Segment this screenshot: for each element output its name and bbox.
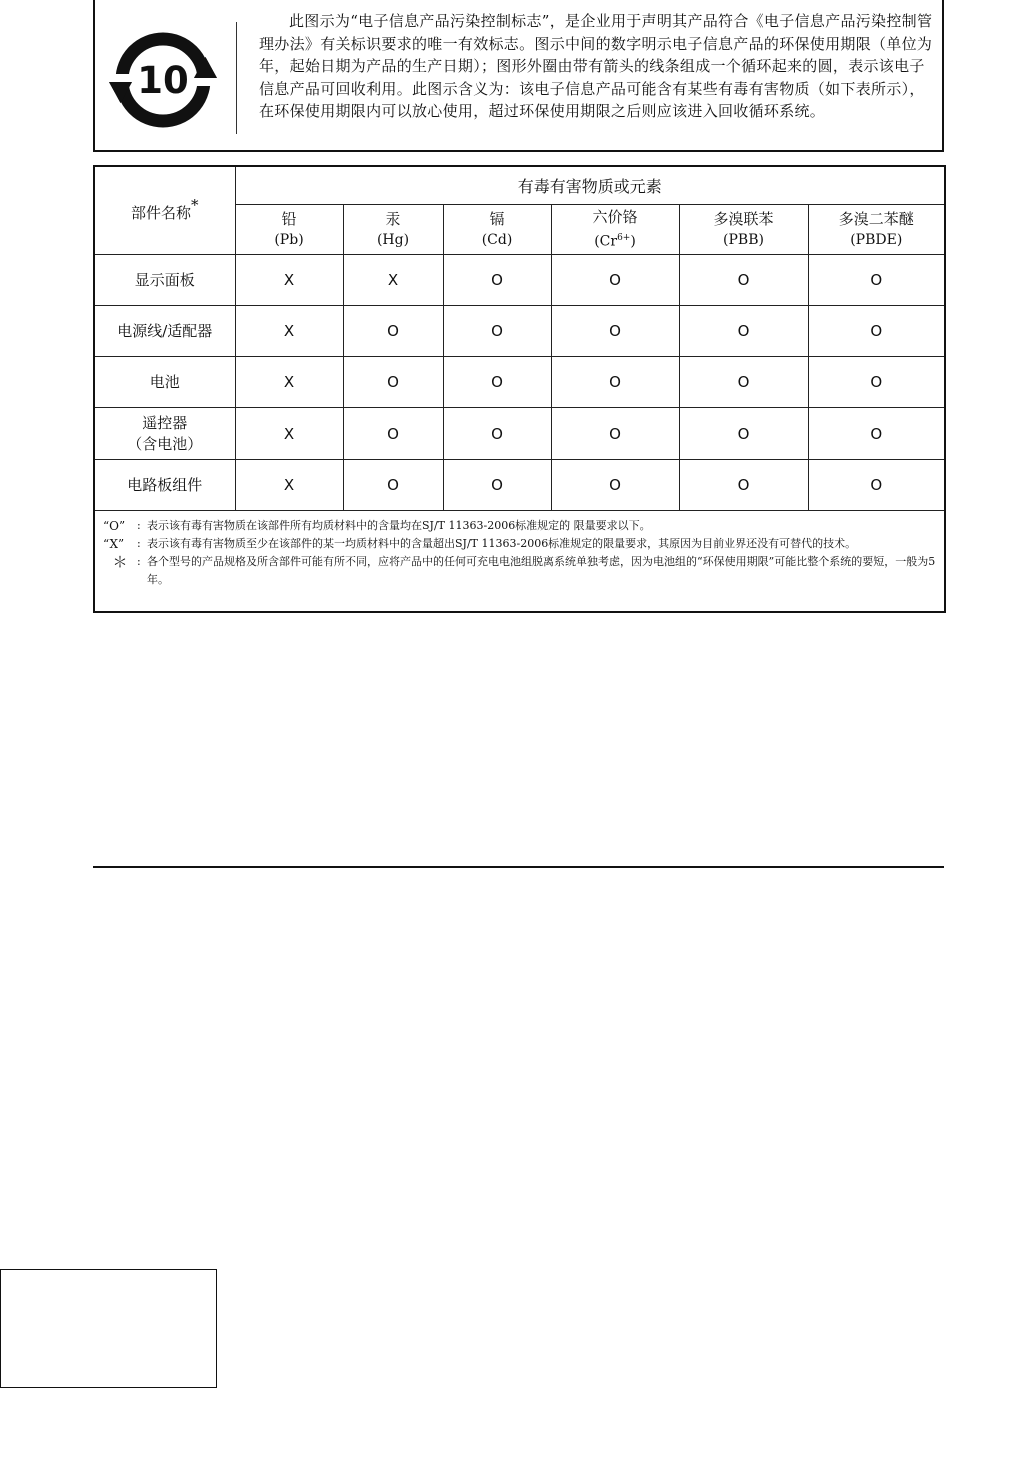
- substance-header: 六价铬 $(Cr^{6+})$: [551, 205, 679, 255]
- part-name: 电源线/适配器: [94, 306, 235, 357]
- value-cell: O: [679, 306, 808, 357]
- value-cell: O: [679, 357, 808, 408]
- value-cell: X: [235, 460, 343, 511]
- epup-10-year-icon: [109, 30, 217, 130]
- footnote-asterisk: ＊ : 各个型号的产品规格及所含部件可能有所不同，应将产品中的任何可充电电池组脱离系统单独考虑，因为电池组的“环保使用期限”可能比整个系统的要短，一般为5年。: [112, 553, 936, 586]
- substance-header: 多溴二苯醚 (PBDE): [808, 205, 945, 255]
- substance-header: 铅 (Pb): [235, 205, 343, 255]
- value-cell: O: [551, 460, 679, 511]
- substance-header: 汞 (Hg): [343, 205, 443, 255]
- substance-header: 多溴联苯 (PBB): [679, 205, 808, 255]
- value-cell: O: [343, 408, 443, 460]
- table-row: [94, 357, 945, 408]
- table-row: [94, 408, 945, 460]
- blank-label-box: [0, 1269, 217, 1388]
- value-cell: O: [551, 408, 679, 460]
- value-cell: X: [235, 306, 343, 357]
- epup-description: 此图示为“电子信息产品污染控制标志”，是企业用于声明其产品符合《电子信息产品污染控制管理办法》有关标识要求的唯一有效标志。图示中间的数字明示电子信息产品的环保使用期限（单位为年，起始日期为产品的生产日期）；图形外圈由带有箭头的线条组成一个循环起来的圆，表示该电子信息产品可回收利用。此图示含义为：该电子信息产品可能含有某些有毒有害物质（如下表所示），在环保使用期限内可以放心使用，超过环保使用期限之后则应该进入回收循环系统。: [259, 12, 933, 120]
- value-cell: O: [679, 408, 808, 460]
- value-cell: O: [443, 306, 551, 357]
- value-cell: O: [343, 460, 443, 511]
- part-name: 遥控器 （含电池）: [94, 408, 235, 460]
- value-cell: O: [808, 460, 945, 511]
- value-cell: O: [443, 357, 551, 408]
- value-cell: O: [808, 408, 945, 460]
- table-footnotes: [94, 511, 945, 613]
- part-name: 显示面板: [94, 255, 235, 306]
- part-name: 电路板组件: [94, 460, 235, 511]
- value-cell: X: [235, 357, 343, 408]
- value-cell: O: [551, 255, 679, 306]
- value-cell: O: [443, 408, 551, 460]
- substance-group-header: 有毒有害物质或元素: [235, 166, 945, 205]
- value-cell: O: [679, 255, 808, 306]
- value-cell: X: [235, 408, 343, 460]
- value-cell: O: [443, 460, 551, 511]
- value-cell: O: [808, 306, 945, 357]
- value-cell: O: [343, 357, 443, 408]
- value-cell: O: [443, 255, 551, 306]
- value-cell: O: [551, 306, 679, 357]
- footnote-x: “X” : 表示该有毒有害物质至少在该部件的某一均质材料中的含量超出SJ/T 11363-2006标准规定的限量要求，其原因为目前业界还没有可替代的技术。: [103, 537, 857, 551]
- value-cell: O: [551, 357, 679, 408]
- part-name: 电池: [94, 357, 235, 408]
- value-cell: X: [235, 255, 343, 306]
- value-cell: O: [808, 255, 945, 306]
- value-cell: O: [343, 306, 443, 357]
- epup-statement-box: [93, 0, 944, 152]
- value-cell: X: [343, 255, 443, 306]
- value-cell: O: [808, 357, 945, 408]
- value-cell: O: [679, 460, 808, 511]
- horizontal-rule: [93, 866, 944, 868]
- part-name-header: 部件名称*: [94, 166, 235, 255]
- substance-header: 镉 (Cd): [443, 205, 551, 255]
- divider-line: [236, 22, 237, 134]
- table-row: [94, 255, 945, 306]
- asterisk-mark: *: [191, 196, 199, 214]
- table-row: [94, 306, 945, 357]
- epup-number: 10: [137, 59, 189, 102]
- table-row: [94, 460, 945, 511]
- hazardous-substances-table: [93, 165, 946, 613]
- footnote-o: “O” : 表示该有毒有害物质在该部件所有均质材料中的含量均在SJ/T 11363-2006标准规定的 限量要求以下。: [103, 519, 651, 533]
